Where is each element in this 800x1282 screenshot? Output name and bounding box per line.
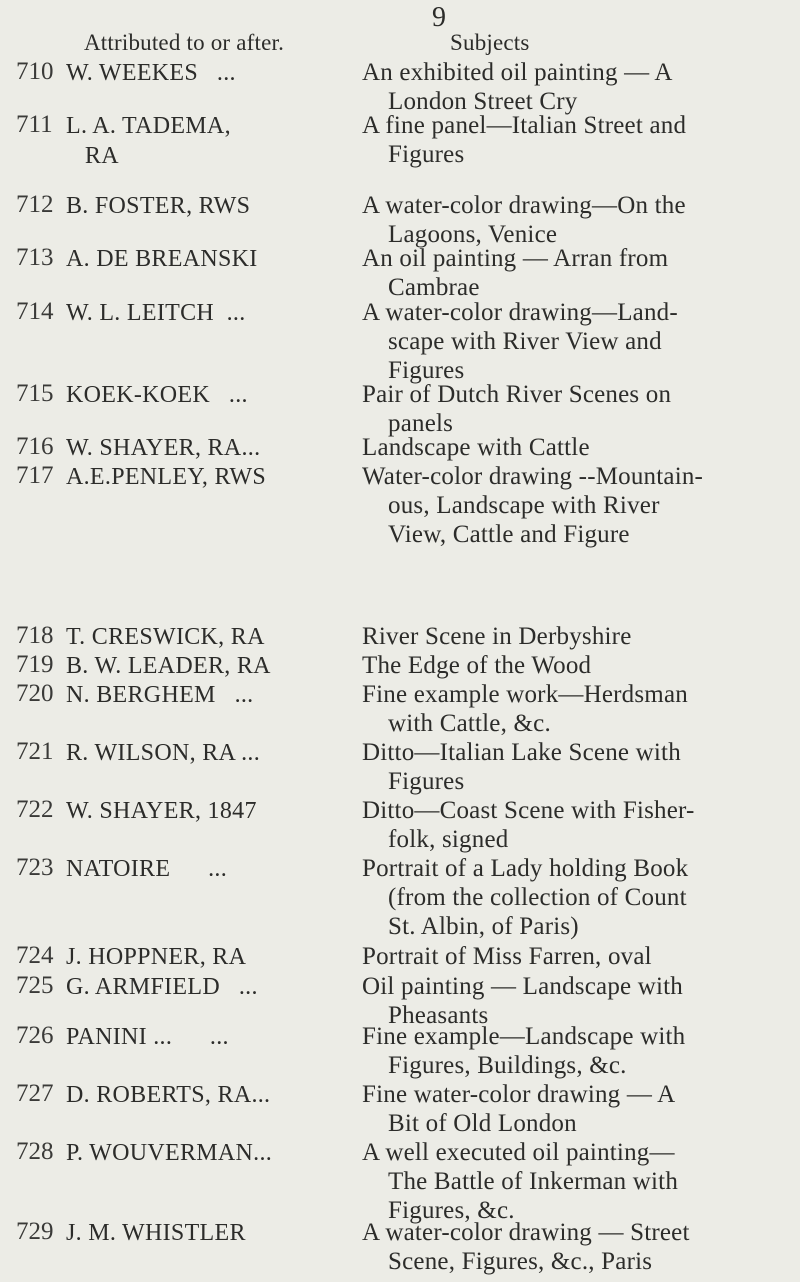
lot-subject bbox=[362, 191, 794, 249]
lot-subject bbox=[362, 738, 794, 796]
lot-subject bbox=[362, 433, 794, 462]
lot-number: 721 bbox=[16, 738, 54, 765]
lot-subject-line: A water-color drawing — Street bbox=[362, 1219, 690, 1246]
lot-subject bbox=[362, 380, 794, 438]
lot-subject-line: Figures bbox=[388, 768, 465, 795]
lot-artist: J. HOPPNER, RA bbox=[66, 944, 247, 970]
lot-artist: G. ARMFIELD ... bbox=[66, 974, 258, 1000]
lot-subject-line: scape with River View and bbox=[388, 328, 662, 355]
lot-subject-line: Ditto—Coast Scene with Fisher- bbox=[362, 797, 695, 824]
lot-subject-line: A water-color drawing—On the bbox=[362, 192, 686, 219]
lot-subject-line: (from the collection of Count bbox=[388, 884, 687, 911]
lot-subject-line: St. Albin, of Paris) bbox=[388, 913, 579, 940]
lot-subject-line: Portrait of Miss Farren, oval bbox=[362, 943, 652, 970]
lot-subject-line: A well executed oil painting— bbox=[362, 1139, 675, 1166]
lot-subject-line: Ditto—Italian Lake Scene with bbox=[362, 739, 681, 766]
lot-number: 729 bbox=[16, 1218, 54, 1245]
lot-artist: J. M. WHISTLER bbox=[66, 1220, 246, 1246]
lot-artist: NATOIRE ... bbox=[66, 856, 228, 882]
lot-subject-line: A water-color drawing—Land- bbox=[362, 299, 678, 326]
lot-subject bbox=[362, 58, 794, 116]
lot-number: 711 bbox=[16, 111, 53, 138]
lot-number: 719 bbox=[16, 651, 54, 678]
lot-number: 713 bbox=[16, 244, 54, 271]
lot-subject-line: The Battle of Inkerman with bbox=[388, 1168, 679, 1195]
lot-artist: T. CRESWICK, RA bbox=[66, 624, 265, 650]
lot-subject bbox=[362, 854, 794, 941]
lot-subject bbox=[362, 111, 794, 169]
column-header-subjects: Subjects bbox=[450, 30, 530, 55]
lot-artist: W. WEEKES ... bbox=[66, 60, 236, 86]
lot-subject bbox=[362, 680, 794, 738]
lot-number: 727 bbox=[16, 1080, 54, 1107]
lot-number: 722 bbox=[16, 796, 54, 823]
lot-artist: PANINI ... ... bbox=[66, 1024, 229, 1050]
lot-number: 720 bbox=[16, 680, 54, 707]
lot-number: 710 bbox=[16, 58, 54, 85]
lot-subject-line: Water-color drawing --Mountain- bbox=[362, 463, 704, 490]
lot-subject-line: The Edge of the Wood bbox=[362, 652, 592, 679]
lot-subject bbox=[362, 298, 794, 385]
lot-subject-line: Portrait of a Lady holding Book bbox=[362, 855, 689, 882]
lot-subject bbox=[362, 651, 794, 680]
lot-artist: W. SHAYER, 1847 bbox=[66, 798, 257, 824]
lot-number: 723 bbox=[16, 854, 54, 881]
lot-number: 728 bbox=[16, 1138, 54, 1165]
lot-subject bbox=[362, 1138, 794, 1225]
lot-artist: D. ROBERTS, RA... bbox=[66, 1082, 271, 1108]
lot-subject-line: Fine water-color drawing — A bbox=[362, 1081, 676, 1108]
lot-subject bbox=[362, 1218, 794, 1276]
lot-subject-line: Figures, Buildings, &c. bbox=[388, 1052, 627, 1079]
lot-subject bbox=[362, 462, 794, 549]
lot-subject-line: ous, Landscape with River bbox=[388, 492, 660, 519]
lot-subject bbox=[362, 796, 794, 854]
lot-number: 718 bbox=[16, 622, 54, 649]
page-number: 9 bbox=[432, 2, 446, 33]
lot-subject-line: Figures, &c. bbox=[388, 1197, 515, 1224]
lot-subject bbox=[362, 622, 794, 651]
lot-number: 712 bbox=[16, 191, 54, 218]
lot-subject-line: View, Cattle and Figure bbox=[388, 521, 630, 548]
lot-subject-line: with Cattle, &c. bbox=[388, 710, 551, 737]
lot-subject-line: An oil painting — Arran from bbox=[362, 245, 669, 272]
lot-subject-line: London Street Cry bbox=[388, 88, 578, 115]
lot-subject-line: Fine example work—Herdsman bbox=[362, 681, 688, 708]
column-header-attributed: Attributed to or after. bbox=[84, 30, 285, 55]
lot-artist: N. BERGHEM ... bbox=[66, 682, 254, 708]
lot-subject bbox=[362, 244, 794, 302]
lot-subject-line: Bit of Old London bbox=[388, 1110, 577, 1137]
lot-subject-line: Pheasants bbox=[388, 1002, 489, 1029]
lot-artist: R. WILSON, RA ... bbox=[66, 740, 261, 766]
lot-subject-line: panels bbox=[388, 410, 454, 437]
lot-artist: L. A. TADEMA, RA bbox=[66, 113, 231, 169]
lot-number: 726 bbox=[16, 1022, 54, 1049]
lot-subject-line: Cambrae bbox=[388, 274, 480, 301]
lot-artist: B. FOSTER, RWS bbox=[66, 193, 251, 219]
lot-artist: W. L. LEITCH ... bbox=[66, 300, 246, 326]
lot-artist: P. WOUVERMAN... bbox=[66, 1140, 273, 1166]
lot-artist: A. DE BREANSKI bbox=[66, 246, 258, 272]
lot-subject-line: Lagoons, Venice bbox=[388, 221, 558, 248]
lot-subject bbox=[362, 942, 794, 971]
lot-subject-line: Landscape with Cattle bbox=[362, 434, 590, 461]
lot-artist: A.E.PENLEY, RWS bbox=[66, 464, 267, 490]
lot-subject-line: River Scene in Derbyshire bbox=[362, 623, 632, 650]
lot-subject-line: Figures bbox=[388, 357, 465, 384]
lot-number: 717 bbox=[16, 462, 54, 489]
lot-subject bbox=[362, 1080, 794, 1138]
lot-number: 725 bbox=[16, 972, 54, 999]
lot-subject-line: Pair of Dutch River Scenes on bbox=[362, 381, 672, 408]
lot-artist: B. W. LEADER, RA bbox=[66, 653, 271, 679]
lot-subject bbox=[362, 1022, 794, 1080]
lot-artist: W. SHAYER, RA... bbox=[66, 435, 261, 461]
lot-subject-line: Fine example—Landscape with bbox=[362, 1023, 686, 1050]
lot-number: 714 bbox=[16, 298, 54, 325]
lot-subject-line: An exhibited oil painting — A bbox=[362, 59, 673, 86]
lot-subject-line: Scene, Figures, &c., Paris bbox=[388, 1248, 653, 1275]
lot-subject-line: Figures bbox=[388, 141, 465, 168]
lot-number: 716 bbox=[16, 433, 54, 460]
lot-number: 715 bbox=[16, 380, 54, 407]
lot-subject-line: A fine panel—Italian Street and bbox=[362, 112, 687, 139]
lot-artist: KOEK-KOEK ... bbox=[66, 382, 248, 408]
lot-subject-line: Oil painting — Landscape with bbox=[362, 973, 684, 1000]
lot-subject-line: folk, signed bbox=[388, 826, 509, 853]
lot-number: 724 bbox=[16, 942, 54, 969]
